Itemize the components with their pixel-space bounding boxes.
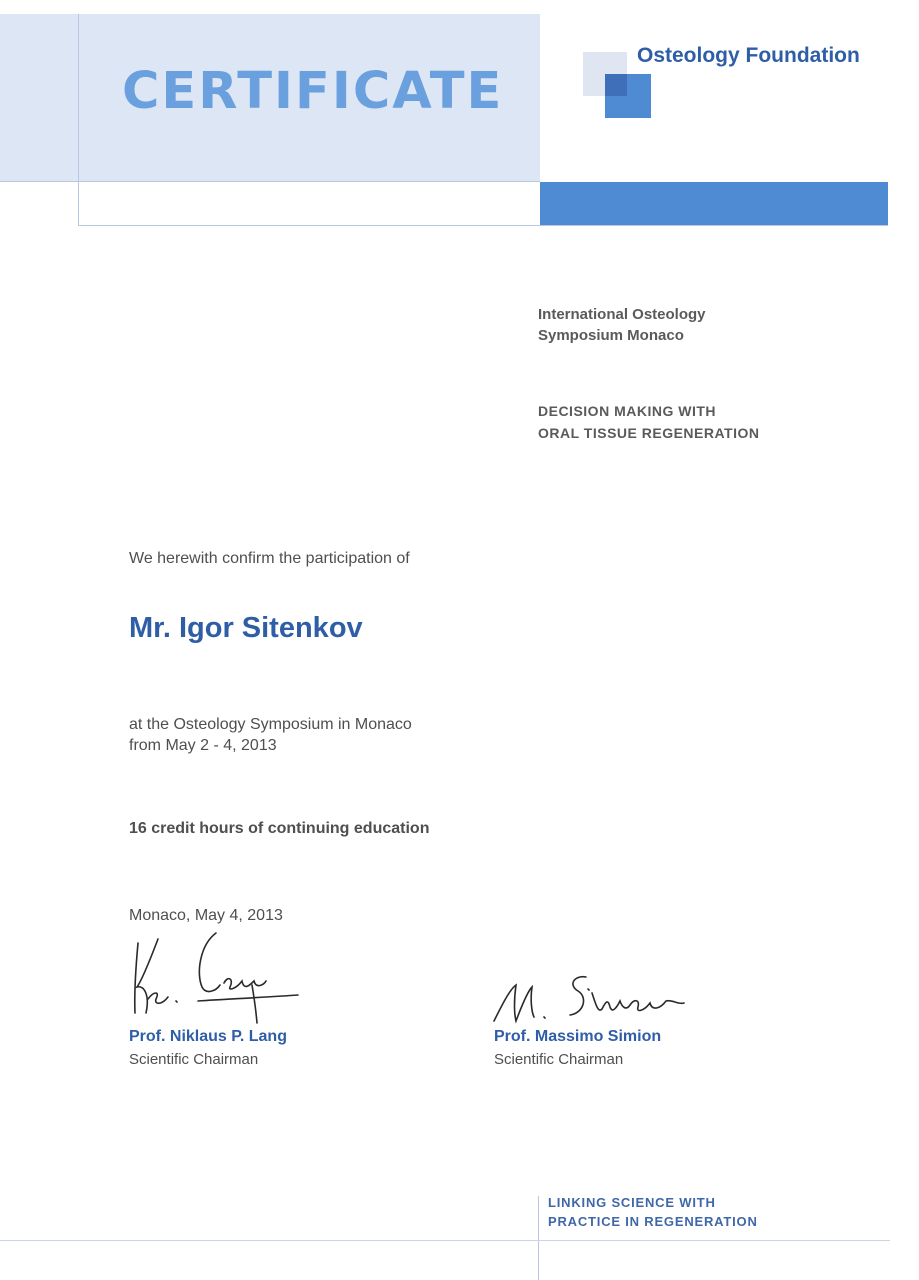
event-name-line2: Symposium Monaco (538, 327, 684, 344)
signatory-1-role: Scientific Chairman (129, 1051, 259, 1068)
place-date: Monaco, May 4, 2013 (129, 907, 283, 924)
certificate-title: CERTIFICATE (122, 62, 504, 121)
footer-divider (538, 1196, 539, 1280)
event-name-line1: International Osteology (538, 306, 706, 323)
signatory-1-name: Prof. Niklaus P. Lang (129, 1028, 287, 1045)
signatory-2-role: Scientific Chairman (494, 1051, 624, 1068)
participant-name: Mr. Igor Sitenkov (129, 612, 363, 644)
header-rule (0, 181, 540, 182)
logo-square-dark (605, 74, 627, 96)
confirm-text: We herewith confirm the participation of (129, 550, 410, 567)
header-divider (78, 14, 79, 226)
tagline-line1: LINKING SCIENCE WITH (548, 1195, 716, 1210)
footer-tagline (548, 1193, 758, 1231)
event-topic (538, 400, 838, 444)
event-topic-line2: ORAL TISSUE REGENERATION (538, 425, 760, 441)
footer-rule (0, 1240, 890, 1241)
signature-lang (120, 925, 320, 1025)
venue-line1: at the Osteology Symposium in Monaco (129, 716, 412, 733)
event-topic-line1: DECISION MAKING WITH (538, 403, 716, 419)
header-accent-bar (540, 182, 888, 225)
credit-hours: 16 credit hours of continuing education (129, 820, 430, 837)
tagline-line2: PRACTICE IN REGENERATION (548, 1214, 758, 1229)
signatory-2-name: Prof. Massimo Simion (494, 1028, 662, 1045)
venue-text (129, 714, 489, 756)
signature-simion (488, 965, 698, 1035)
foundation-name: Osteology Foundation (637, 44, 860, 67)
event-name (538, 304, 798, 346)
header-underline (78, 225, 888, 226)
venue-line2: from May 2 - 4, 2013 (129, 737, 277, 754)
